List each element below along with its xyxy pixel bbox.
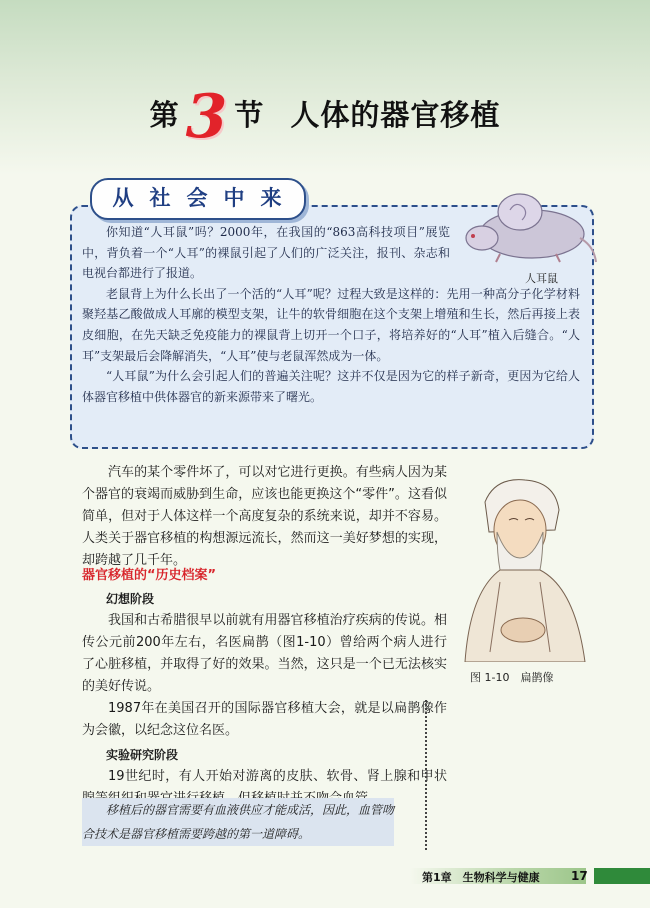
mouse-caption: 人耳鼠 (525, 272, 558, 285)
stage2-heading: 实验研究阶段 (106, 748, 179, 762)
page-number: 17 (571, 869, 588, 883)
stage1-text (82, 610, 447, 742)
note-paragraph: 移植后的器官需要有血液供应才能成活，因此，血管吻合技术是器官移植需要跨越的第一道障碍。 (82, 803, 395, 841)
note-text (82, 798, 402, 846)
society-text (82, 222, 580, 407)
stage1-paragraph: 我国和古希腊很早以前就有用器官移植治疗疾病的传说。相传公元前200年左右，名医扁鹊（图1-10）曾给两个病人进行了心脏移植，并取得了好的效果。当然，这只是一个已无法核实的美好传说。 (82, 613, 447, 694)
footer-stripe (594, 868, 650, 884)
bianque-portrait (445, 462, 595, 662)
intro-text (82, 462, 447, 572)
page-footer (410, 868, 650, 884)
stage2-paragraph: 19世纪时，有人开始对游离的皮肤、软骨、肾上腺和甲状 (108, 769, 447, 784)
society-paragraph: 老鼠背上为什么长出了一个活的“人耳”呢？过程大致是这样的：先用一种高分子化学材料聚羟基乙酸做成人耳廓的模型支架，让牛的软骨细胞在这个支架上增殖和生长，然后再接上表皮细胞，在先天缺乏免疫能力的裸鼠背上切开一个口子，将培养好的“人耳”植入后缝合。“人耳”支架最后会降解消失，“人耳”使与老鼠浑然成为一体。 (82, 286, 580, 363)
intro-paragraph: 汽车的某个零件坏了，可以对它进行更换。有些病人因为某个器官的衰竭而威胁到生命，应该也能更换这个“零件”。这看似简单，但对于人体这样一个高度复杂的系统来说，却并不容易。人类关于器官移植的构想源远流长，然而这一美好梦想的实现，却跨越了几千年。 (82, 465, 447, 568)
section-number: 3 (185, 82, 229, 152)
society-tag: 从社会中来 (90, 178, 306, 220)
chapter-label: 第1章 生物科学与健康 (422, 871, 540, 884)
title-suffix: 节 (234, 98, 265, 132)
society-paragraph: 你知道“人耳鼠”吗？2000年，在我国的“863高科技项目”展览中，背负着一个“人耳”的裸鼠引起了人们的广泛关注，报刊、杂志和电视台都进行了报道。 (82, 225, 450, 281)
section-heading: 器官移植的“历史档案” (82, 568, 217, 583)
figure-caption: 图 1-10 扁鹊像 (470, 671, 554, 684)
title-text: 人体的器官移植 (290, 98, 501, 132)
society-paragraph: “人耳鼠”为什么会引起人们的普遍关注呢？这并不仅是因为它的样子新奇，更因为它给人体器官移植中供体器官的新来源带来了曙光。 (82, 369, 580, 404)
dotted-divider (425, 700, 427, 850)
stage1-paragraph: 1987年在美国召开的国际器官移植大会，就是以扁鹊像作为会徽，以纪念这位名医。 (82, 701, 447, 738)
page-title (0, 82, 650, 152)
stage1-heading: 幻想阶段 (106, 592, 155, 606)
title-prefix: 第 (149, 98, 180, 132)
